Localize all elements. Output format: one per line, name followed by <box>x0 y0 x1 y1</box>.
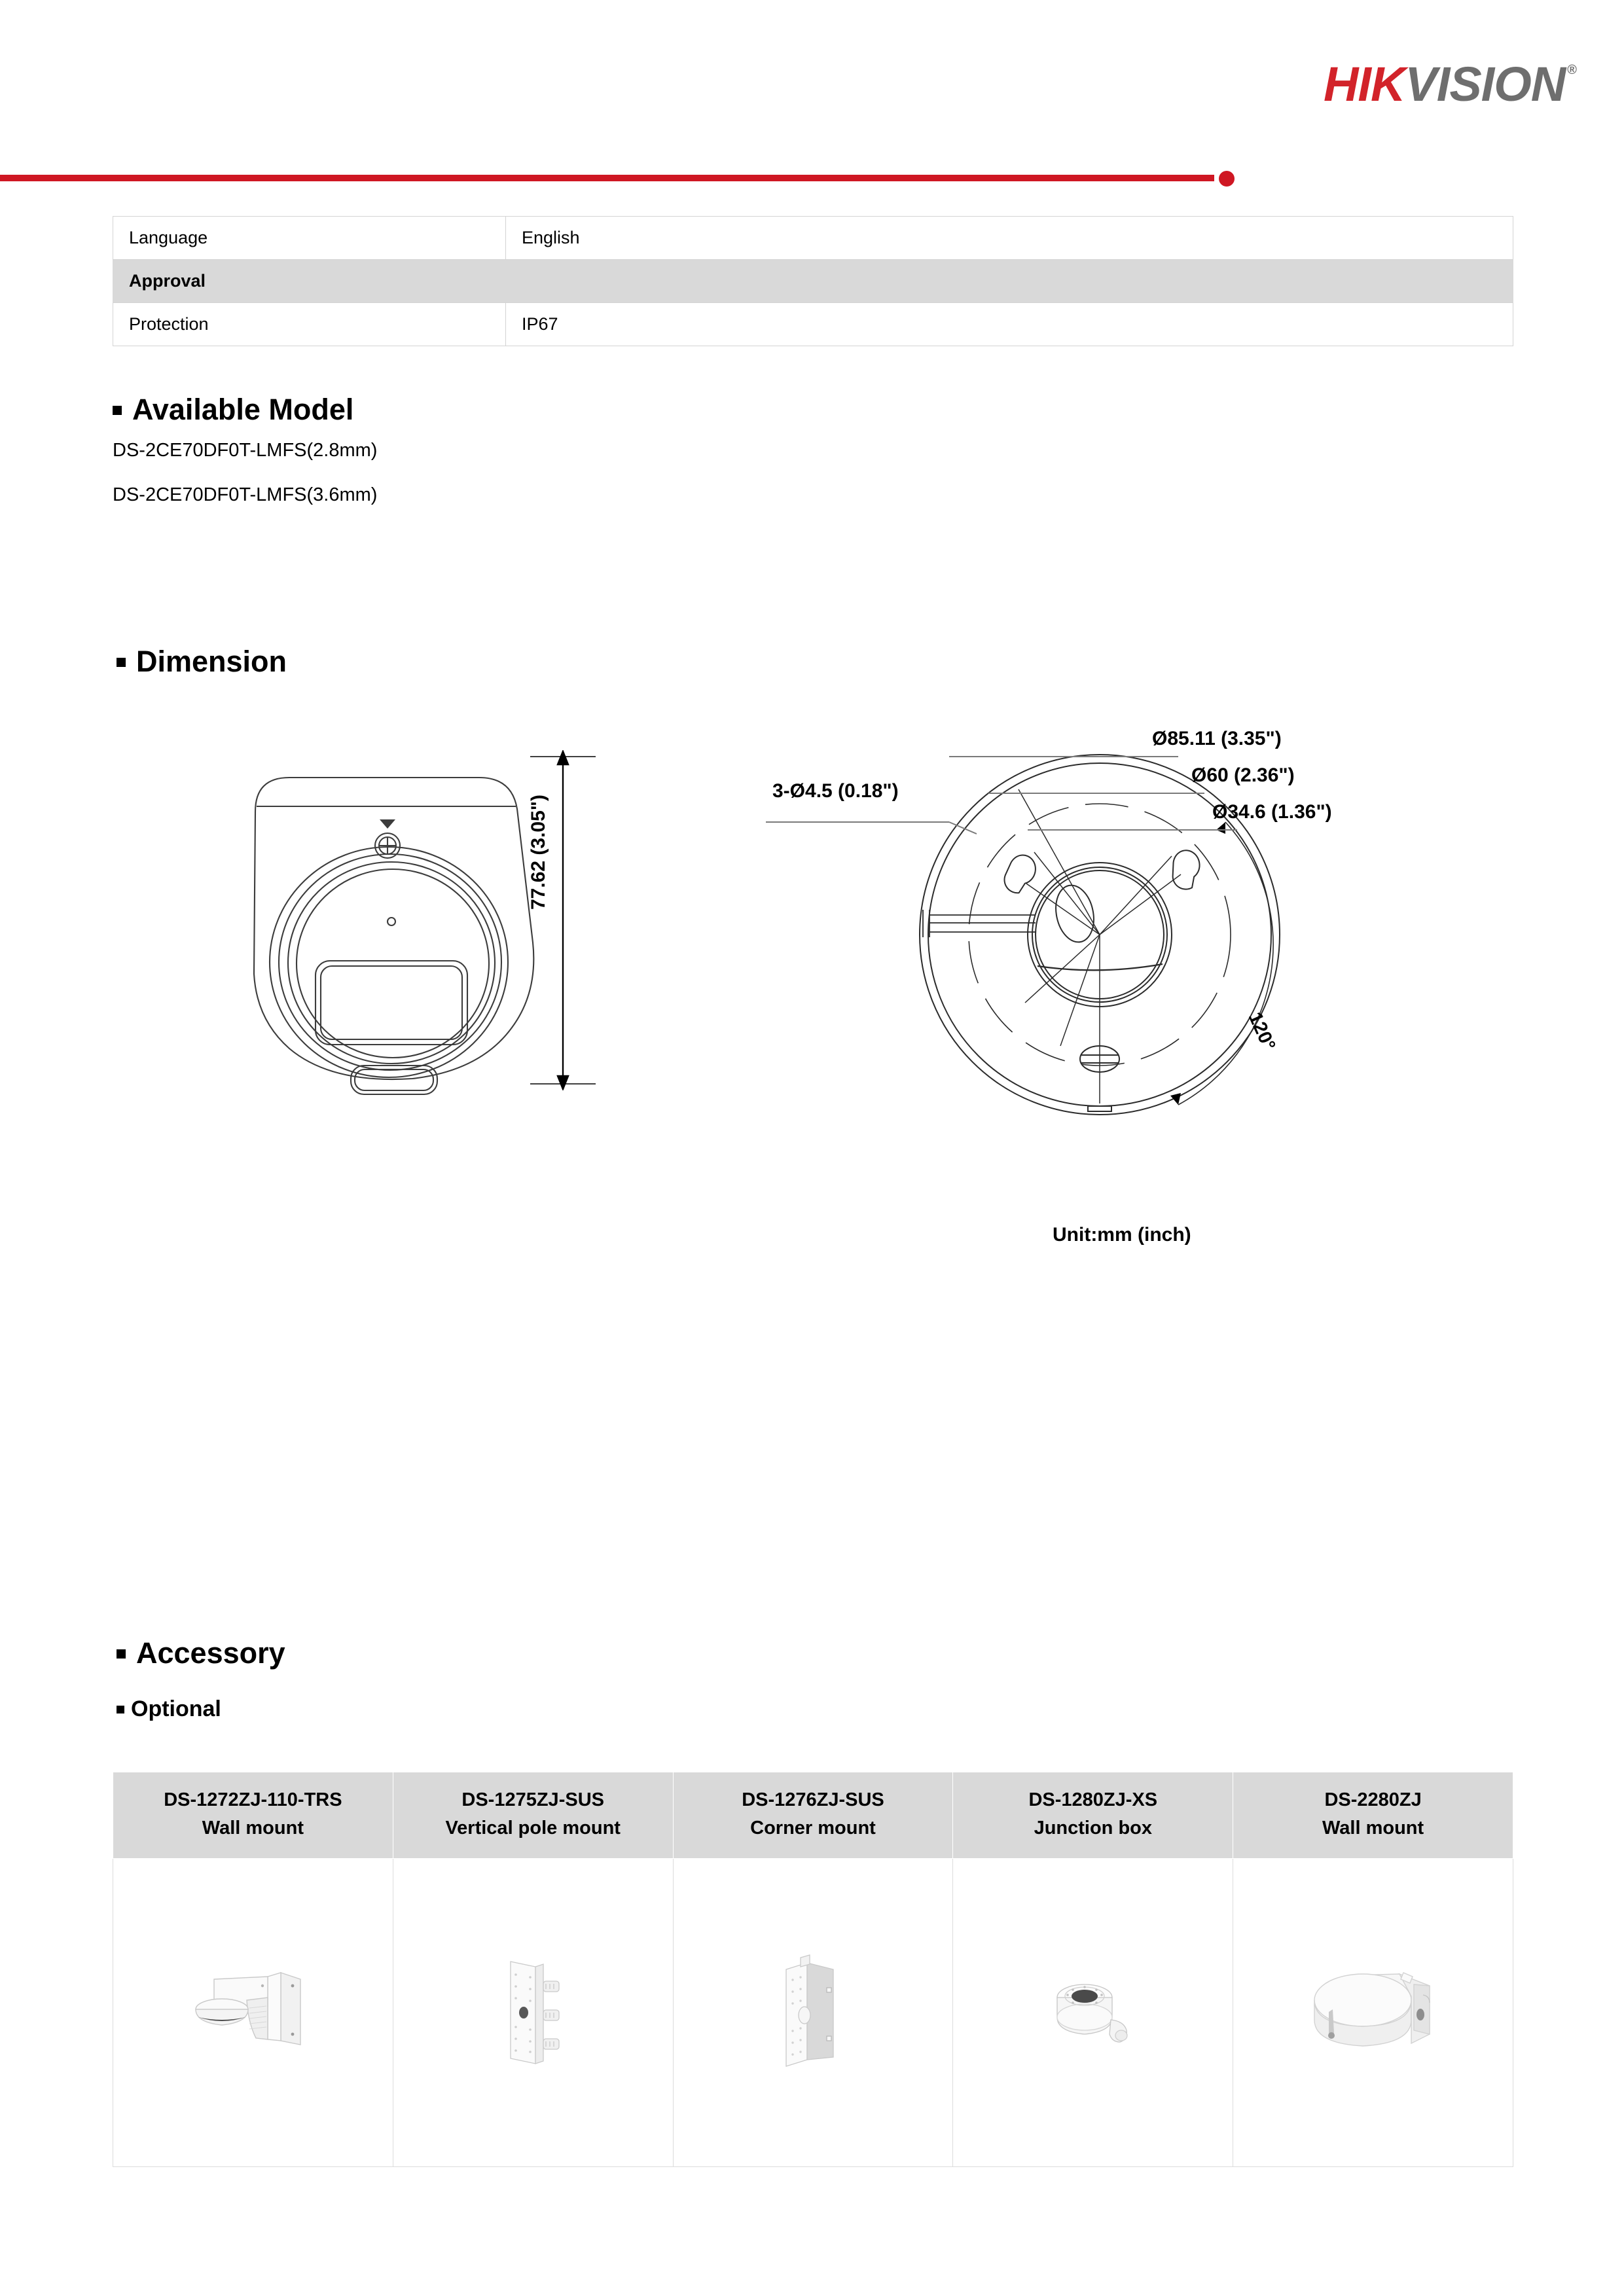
accessory-header-row <box>113 1772 1513 1859</box>
registered-mark-icon: ® <box>1567 63 1577 77</box>
spec-section-value <box>506 260 1513 303</box>
camera-front-view-drawing <box>216 746 687 1152</box>
table-row <box>113 217 1513 260</box>
page-header <box>0 0 1624 196</box>
available-model-heading-text: Available Model <box>132 393 354 426</box>
accessory-header-cell <box>673 1772 953 1859</box>
square-bullet-icon <box>117 658 126 667</box>
accessory-header-cell <box>393 1772 673 1859</box>
height-dimension-label: 77.62 (3.05") <box>528 794 549 910</box>
dimension-heading <box>117 645 287 679</box>
accessory-subheading-text: Optional <box>131 1696 221 1721</box>
accessory-header-cell <box>953 1772 1233 1859</box>
accessory-table <box>113 1772 1513 2167</box>
accessory-heading-text: Accessory <box>136 1636 285 1670</box>
accessory-image-cell <box>113 1859 393 2167</box>
corner-mount-icon <box>764 1947 862 2078</box>
inner-diameter-label: Ø34.6 (1.36") <box>1212 801 1332 823</box>
accessory-description: Junction box <box>1034 1817 1153 1839</box>
square-bullet-icon <box>113 406 122 415</box>
vertical-pole-mount-icon <box>480 1947 585 2078</box>
logo-hik-text: HIK <box>1323 57 1405 111</box>
dimension-drawings <box>0 713 1624 1302</box>
accessory-description: Vertical pole mount <box>445 1817 621 1839</box>
accessory-model: DS-1276ZJ-SUS <box>742 1789 884 1811</box>
spec-label: Protection <box>113 303 506 346</box>
accessory-model: DS-1272ZJ-110-TRS <box>164 1789 342 1811</box>
accessory-model: DS-2280ZJ <box>1324 1789 1422 1811</box>
hikvision-logo <box>1323 57 1577 111</box>
outer-diameter-label: Ø85.11 (3.35") <box>1152 728 1282 749</box>
accessory-image-cell <box>393 1859 673 2167</box>
model-item: DS-2CE70DF0T-LMFS(2.8mm) <box>113 440 378 461</box>
accessory-image-row <box>113 1859 1513 2167</box>
hole-label-leader-line <box>766 809 982 835</box>
accessory-description: Corner mount <box>750 1817 876 1839</box>
accessory-image-cell <box>953 1859 1233 2167</box>
wall-mount-round-icon <box>1295 1957 1452 2068</box>
model-item: DS-2CE70DF0T-LMFS(3.6mm) <box>113 484 378 505</box>
spec-value: IP67 <box>506 303 1513 346</box>
available-model-heading <box>113 393 353 427</box>
accessory-subheading <box>117 1696 221 1722</box>
angle-label: 120° <box>1244 1009 1280 1054</box>
square-bullet-icon <box>117 1706 124 1713</box>
spec-section-label: Approval <box>113 260 506 303</box>
accessory-image-cell <box>673 1859 953 2167</box>
specification-table <box>113 216 1513 346</box>
logo-vision-text: VISION <box>1405 57 1566 111</box>
mounting-hole-label: 3-Ø4.5 (0.18") <box>772 780 899 802</box>
accessory-heading <box>117 1636 285 1670</box>
accessory-header-cell <box>113 1772 393 1859</box>
accessory-description: Wall mount <box>202 1817 304 1839</box>
square-bullet-icon <box>117 1649 126 1659</box>
spec-value: English <box>506 217 1513 260</box>
wall-mount-bracket-icon <box>184 1957 321 2068</box>
accessory-model: DS-1275ZJ-SUS <box>461 1789 604 1811</box>
spec-label: Language <box>113 217 506 260</box>
unit-note: Unit:mm (inch) <box>1053 1224 1191 1246</box>
accessory-header-cell <box>1233 1772 1513 1859</box>
table-row <box>113 303 1513 346</box>
header-red-rule <box>0 175 1214 181</box>
accessory-model: DS-1280ZJ-XS <box>1028 1789 1158 1811</box>
accessory-image-cell <box>1233 1859 1513 2167</box>
junction-box-icon <box>1038 1964 1149 2062</box>
dimension-heading-text: Dimension <box>136 645 287 678</box>
header-red-dot-icon <box>1219 171 1235 187</box>
table-row <box>113 260 1513 303</box>
middle-diameter-label: Ø60 (2.36") <box>1191 764 1295 786</box>
accessory-description: Wall mount <box>1322 1817 1424 1839</box>
